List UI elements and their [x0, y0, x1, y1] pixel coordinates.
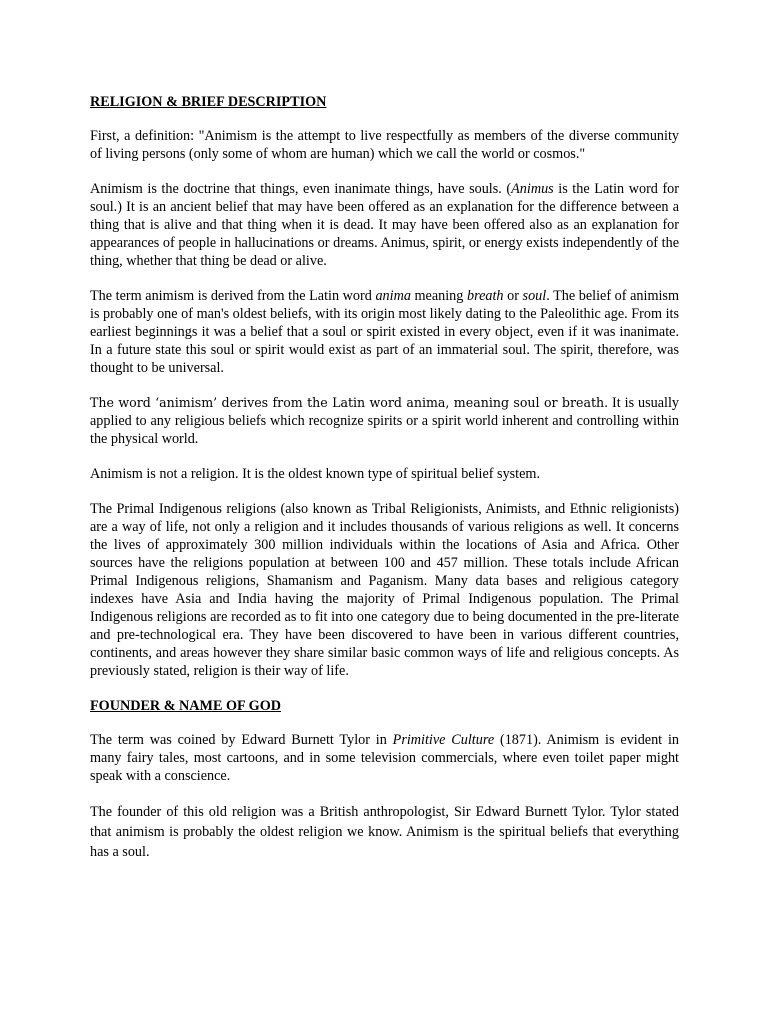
definition-paragraph: First, a definition: "Animism is the attempt to live respectfully as members of the diverse community of living persons (only some of whom are human) which we call the world or cosmos.": [90, 128, 679, 162]
primal-indigenous-paragraph: The Primal Indigenous religions (also known as Tribal Religionists, Animists, and Ethnic religionists) are a way of life, not only a religion and it includes thousands of various religions as well. It concerns the lives of approximately 300 million individuals within the locations of Asia and Africa. Other sources have the religions population at between 100 and 457 million. These totals include African Primal Indigenous religions, Shamanism and Paganism. Many data bases and religious category indexes have Asia and India having the majority of Primal Indigenous population. The Primal Indigenous religions are recorded as to fit into one category due to being documented in the pre-literate and pre-technological era. They have been discovered to have been in various different countries, continents, and areas however they share similar basic common ways of life and religious concepts. As previously stated, religion is their way of life.: [90, 501, 679, 679]
etymology-italic-anima: anima: [375, 288, 411, 304]
etymology-text-3: or: [503, 288, 523, 304]
document-body: [90, 93, 679, 879]
coined-paragraph: [90, 731, 679, 785]
doctrine-text-2: is the Latin word for soul.) It is an ancient belief that may have been offered as an explanation for the difference between a thing that is alive and that thing when it is dead. It may have been offered also as an explanation for appearances of people in hallucinations or dreams. Animus, spirit, or energy exists independently of the thing, whether that thing be dead or alive.: [90, 181, 680, 269]
etymology-text-2: meaning: [410, 288, 467, 304]
etymology-paragraph: [90, 287, 679, 377]
coined-text-1: The term was coined by Edward Burnett Tylor in: [90, 732, 393, 748]
etymology-text-1: The term animism is derived from the Latin word: [90, 288, 376, 304]
doctrine-paragraph: [90, 180, 679, 270]
doctrine-italic-animus: Animus: [511, 181, 554, 197]
derivation-text-2: It is usually applied to any religious beliefs which recognize spirits or a spirit world inherent and controlling within the physical world.: [90, 395, 679, 447]
doctrine-text-1: Animism is the doctrine that things, even inanimate things, have souls. (: [90, 181, 512, 197]
coined-text-2: (1871). Animism is evident in many fairy tales, most cartoons, and in some television commercials, where even toilet paper might speak with a conscience.: [90, 732, 679, 784]
coined-italic-primitive-culture: Primitive Culture: [392, 732, 495, 748]
etymology-text-4: . The belief of animism is probably one of man's oldest beliefs, with its origin most likely dating to the Paleolithic age. From its earliest beginnings it was a belief that a soul or spirit existed in every object, even if it was inanimate. In a future state this soul or spirit would exist as part of an immaterial soul. The spirit, therefore, was thought to be universal.: [90, 288, 679, 376]
derivation-text-1: The word ‘animism’ derives from the Latin word anima, meaning soul or breath.: [90, 395, 609, 410]
not-religion-paragraph: Animism is not a religion. It is the oldest known type of spiritual belief system.: [90, 466, 541, 482]
section-heading-religion: RELIGION & BRIEF DESCRIPTION: [90, 94, 327, 110]
etymology-italic-soul: soul: [522, 288, 547, 304]
etymology-italic-breath: breath: [466, 288, 504, 304]
founder-paragraph: The founder of this old religion was a British anthropologist, Sir Edward Burnett Tylor. Tylor stated that animism is probably the oldest religion we know. Animism is the spiritual beliefs that everything has a soul.: [90, 804, 679, 860]
derivation-paragraph: [90, 394, 679, 448]
section-heading-founder: FOUNDER & NAME OF GOD: [90, 698, 281, 714]
